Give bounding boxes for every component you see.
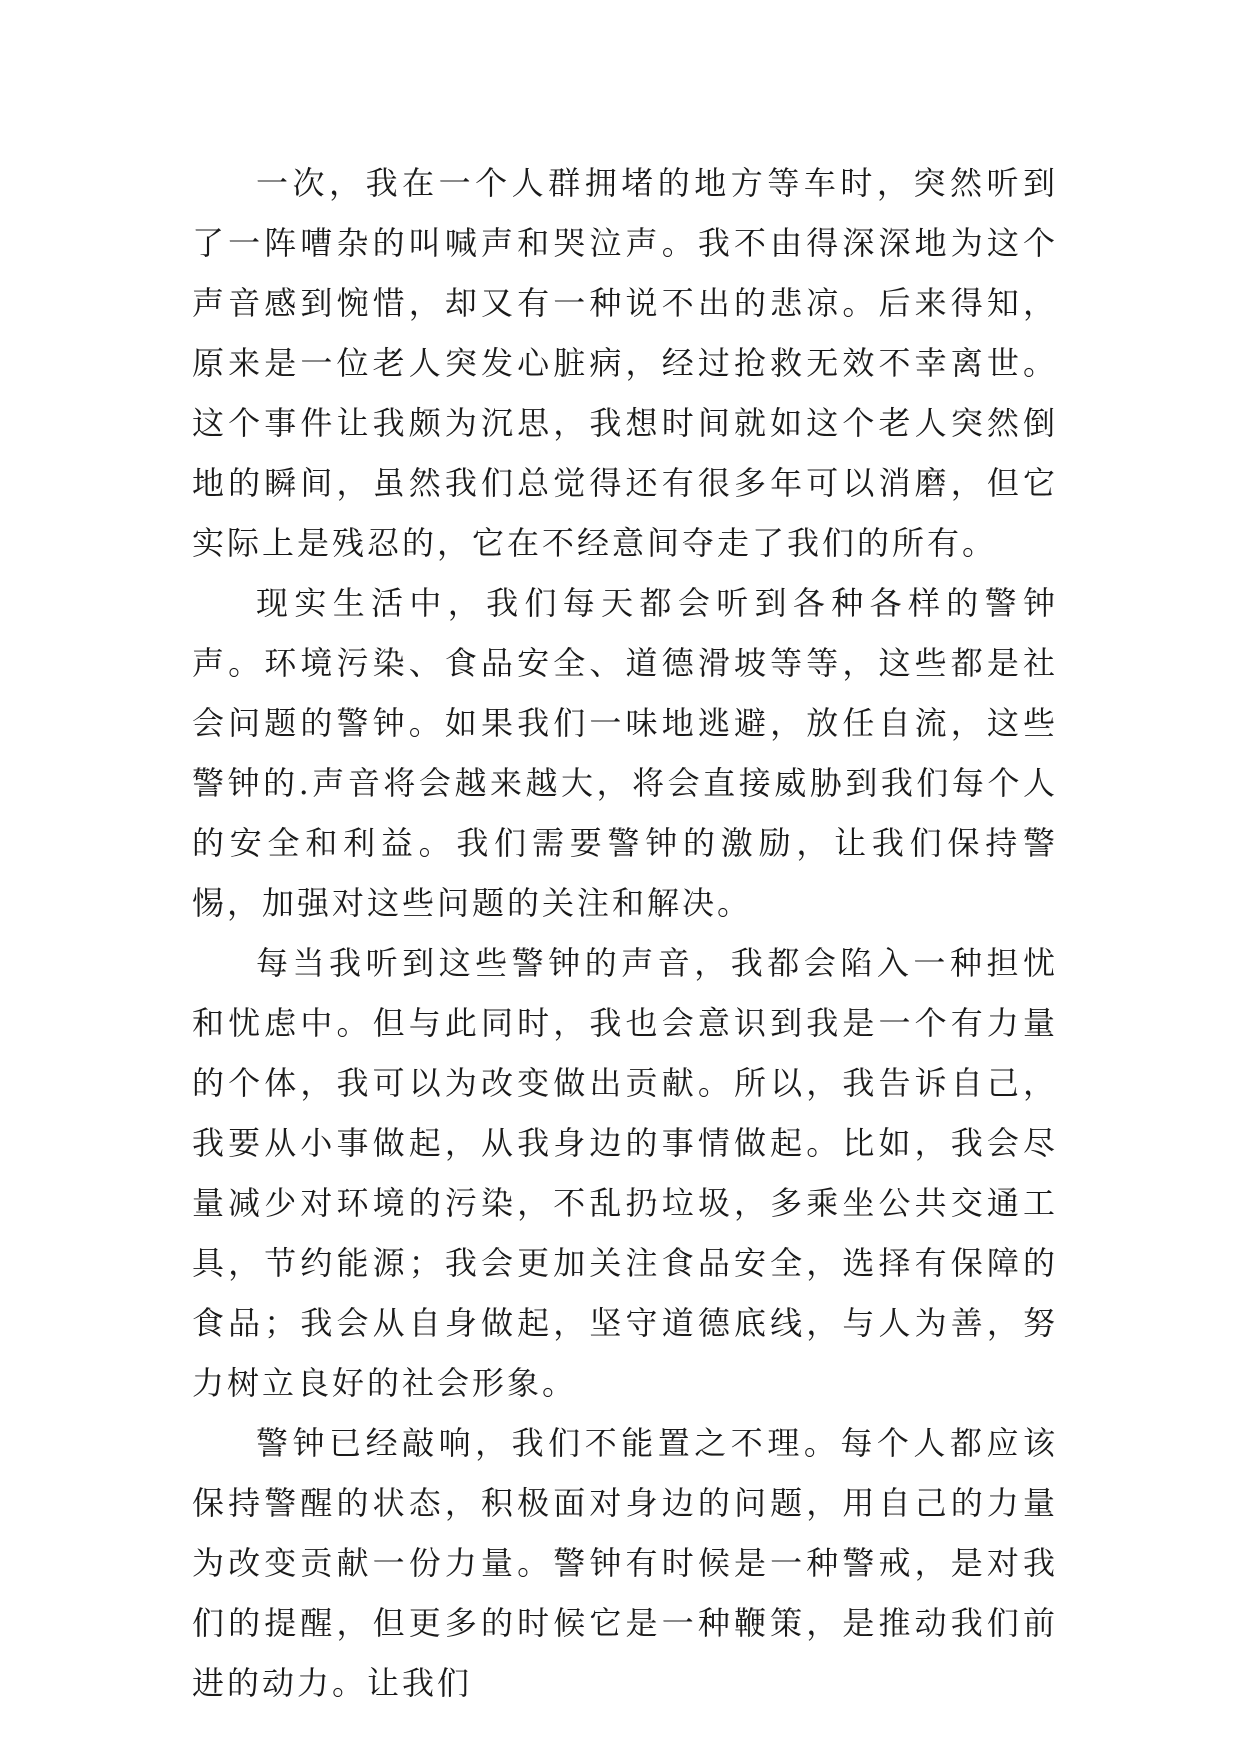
document-body [192, 153, 1058, 1713]
paragraph-4: 警钟已经敲响，我们不能置之不理。每个人都应该保持警醒的状态，积极面对身边的问题，用自己的力量为改变贡献一份力量。警钟有时候是一种警戒，是对我们的提醒，但更多的时候它是一种鞭策，是推动我们前进的动力。让我们 [192, 1424, 1058, 1702]
paragraph-1: 一次，我在一个人群拥堵的地方等车时，突然听到了一阵嘈杂的叫喊声和哭泣声。我不由得深深地为这个声音感到惋惜，却又有一种说不出的悲凉。后来得知，原来是一位老人突发心脏病，经过抢救无效不幸离世。这个事件让我颇为沉思，我想时间就如这个老人突然倒地的瞬间，虽然我们总觉得还有很多年可以消磨，但它实际上是残忍的，它在不经意间夺走了我们的所有。 [192, 164, 1058, 562]
paragraph-3: 每当我听到这些警钟的声音，我都会陷入一种担忧和忧虑中。但与此同时，我也会意识到我是一个有力量的个体，我可以为改变做出贡献。所以，我告诉自己，我要从小事做起，从我身边的事情做起。比如，我会尽量减少对环境的污染，不乱扔垃圾，多乘坐公共交通工具，节约能源；我会更加关注食品安全，选择有保障的食品；我会从自身做起，坚守道德底线，与人为善，努力树立良好的社会形象。 [192, 944, 1058, 1402]
paragraph-2: 现实生活中，我们每天都会听到各种各样的警钟声。环境污染、食品安全、道德滑坡等等，这些都是社会问题的警钟。如果我们一味地逃避，放任自流，这些警钟的.声音将会越来越大，将会直接威胁到我们每个人的安全和利益。我们需要警钟的激励，让我们保持警惕，加强对这些问题的关注和解决。 [192, 584, 1058, 922]
